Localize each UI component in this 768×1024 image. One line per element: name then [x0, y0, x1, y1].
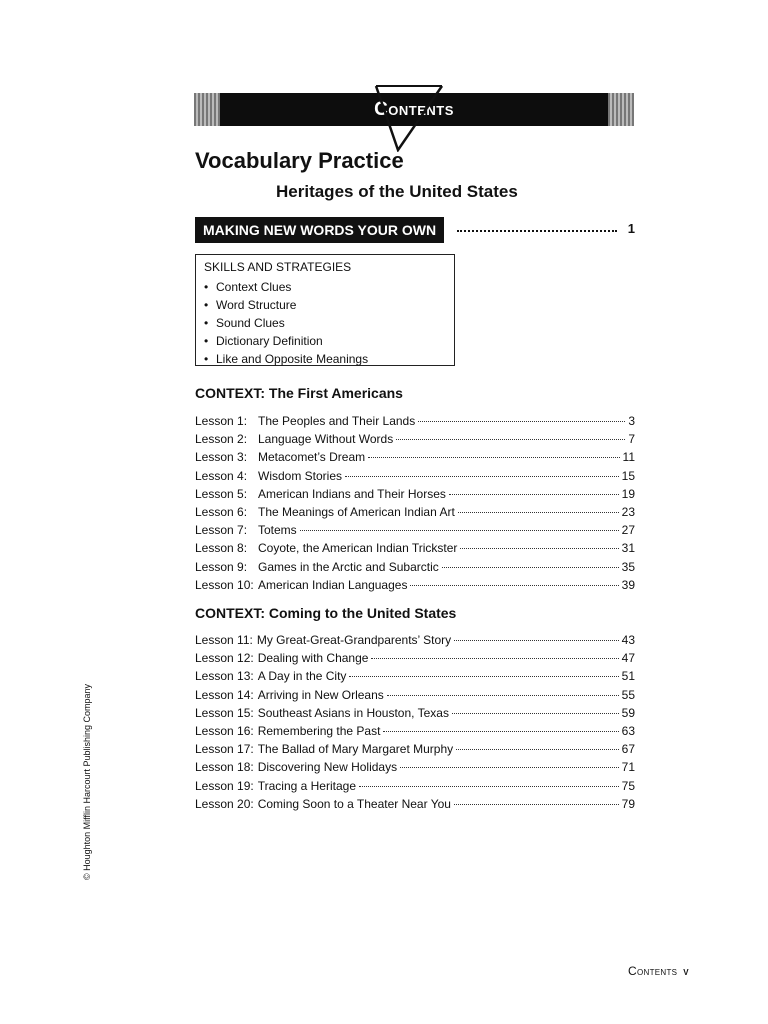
lesson-row[interactable]: Lesson 1: The Peoples and Their Lands 3 [195, 414, 635, 428]
footer-label: Contents [628, 964, 678, 978]
lesson-row[interactable]: Lesson 6: The Meanings of American Indian Art 23 [195, 504, 635, 519]
context-heading: CONTEXT: Coming to the United States [195, 605, 457, 621]
page-footer [628, 964, 689, 978]
skills-heading: SKILLS AND STRATEGIES [204, 260, 352, 274]
list-item: • Like and Opposite Meanings [204, 352, 369, 366]
lesson-row[interactable]: Lesson 18: Discovering New Holidays 71 [195, 760, 635, 775]
lesson-row[interactable]: Lesson 15: Southeast Asians in Houston, Texas 59 [195, 705, 635, 720]
lesson-row[interactable]: Lesson 16: Remembering the Past 63 [195, 723, 635, 738]
list-item: • Word Structure [204, 298, 297, 312]
lesson-row[interactable]: Lesson 2: Language Without Words 7 [195, 432, 635, 447]
lesson-row[interactable]: Lesson 13: A Day in the City 51 [195, 669, 635, 684]
bullet-icon: • [204, 352, 209, 366]
lesson-row[interactable]: Lesson 11: My Great-Great-Grandparents’ Story 43 [195, 633, 635, 647]
lesson-row[interactable]: Lesson 3: Metacomet’s Dream 11 [195, 450, 635, 465]
bullet-icon: • [204, 334, 209, 348]
skills-box [195, 254, 455, 366]
bullet-icon: • [204, 298, 209, 312]
bullet-icon: • [204, 280, 209, 294]
section-page-number: 1 [627, 221, 635, 236]
list-item: • Sound Clues [204, 316, 285, 330]
dot-leader [457, 230, 617, 232]
footer-page-number: v [683, 964, 689, 978]
page-title: Vocabulary Practice [195, 148, 404, 173]
copyright-notice: © Houghton Mifflin Harcourt Publishing Company [82, 683, 92, 880]
page-subtitle: Heritages of the United States [276, 182, 518, 201]
lesson-list [195, 412, 635, 594]
section-label: MAKING NEW WORDS YOUR OWN [195, 217, 444, 243]
bullet-icon: • [204, 316, 209, 330]
lesson-row[interactable]: Lesson 14: Arriving in New Orleans 55 [195, 687, 635, 702]
skills-list [204, 278, 446, 368]
banner-title: Contents [374, 99, 454, 120]
lesson-row[interactable]: Lesson 10: American Indian Languages 39 [195, 577, 635, 592]
lesson-row[interactable]: Lesson 12: Dealing with Change 47 [195, 651, 635, 666]
context-heading: CONTEXT: The First Americans [195, 385, 403, 401]
lesson-row[interactable]: Lesson 5: American Indians and Their Horses 19 [195, 486, 635, 501]
lesson-row[interactable]: Lesson 19: Tracing a Heritage 75 [195, 778, 635, 793]
list-item: • Context Clues [204, 280, 292, 294]
section-header [195, 217, 635, 243]
lesson-list [195, 631, 635, 813]
lesson-row[interactable]: Lesson 8: Coyote, the American Indian Trickster 31 [195, 541, 635, 556]
checkmark-icon [370, 82, 450, 152]
lesson-row[interactable]: Lesson 7: Totems 27 [195, 523, 635, 538]
lesson-row[interactable]: Lesson 4: Wisdom Stories 15 [195, 468, 635, 483]
lesson-row[interactable]: Lesson 17: The Ballad of Mary Margaret Murphy 67 [195, 742, 635, 757]
lesson-row[interactable]: Lesson 9: Games in the Arctic and Subarctic 35 [195, 559, 635, 574]
lesson-row[interactable]: Lesson 20: Coming Soon to a Theater Near You 79 [195, 796, 635, 811]
list-item: • Dictionary Definition [204, 334, 323, 348]
